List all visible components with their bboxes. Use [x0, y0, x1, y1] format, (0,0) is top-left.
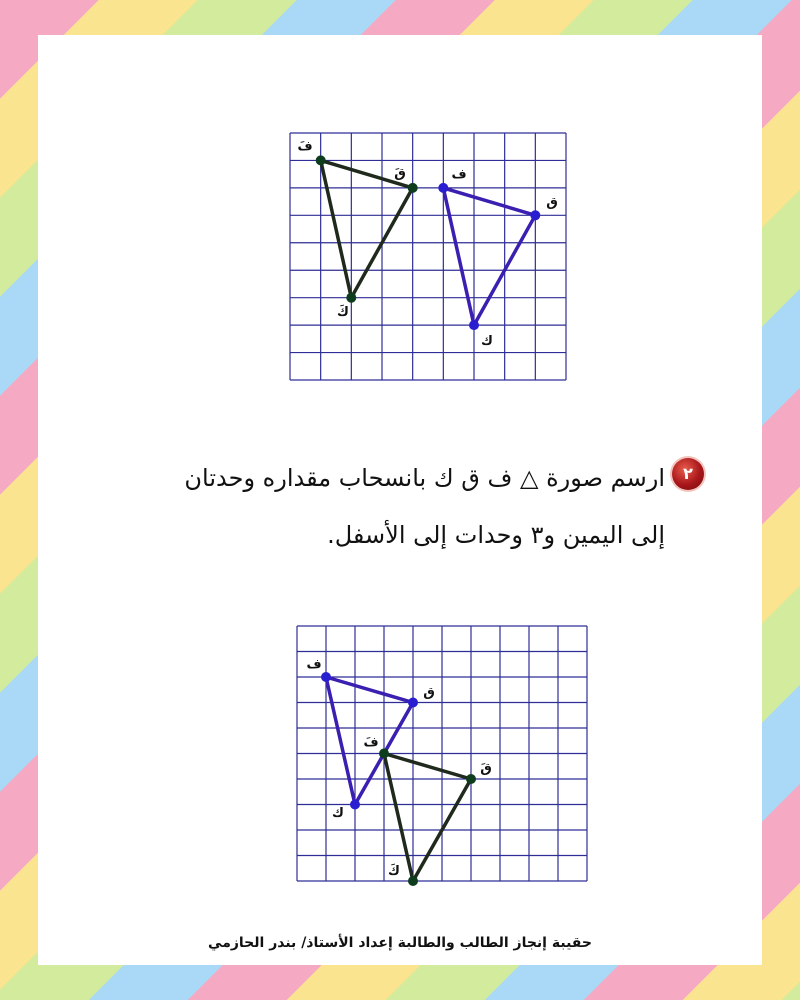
bottom-vertex-dot-q [408, 698, 418, 708]
bottom-vertex-dot-f-prime [379, 749, 389, 759]
top-vertex-label-k-prime: كَ [337, 305, 349, 320]
top-grid [290, 133, 566, 380]
footer-credit: حقيبة إنجاز الطالب والطالبة إعداد الأستاذ/ بندر الحازمي [208, 935, 592, 951]
top-vertex-dot-k-prime [346, 293, 356, 303]
top-vertex-label-k: ك [481, 334, 493, 349]
top-vertex-dot-k [469, 320, 479, 330]
bottom-vertex-label-f: ف [306, 657, 322, 672]
bottom-vertex-dot-k-prime [408, 876, 418, 886]
top-vertex-dot-f-prime [316, 155, 326, 165]
bottom-image-triangle [384, 754, 471, 882]
top-vertex-label-q: ق [546, 195, 558, 210]
bottom-translation-diagram [297, 626, 587, 886]
bottom-vertex-label-q: ق [423, 685, 435, 700]
bottom-vertex-label-k-prime: كَ [388, 864, 400, 879]
bottom-vertex-label-k: ك [332, 806, 344, 821]
bottom-vertex-dot-k [350, 800, 360, 810]
question-number-badge: ٢ [672, 458, 704, 490]
bottom-vertex-dot-q-prime [466, 774, 476, 784]
question-text-line-2: إلى اليمين و٣ وحدات إلى الأسفل. [327, 521, 665, 549]
top-translation-diagram [290, 133, 566, 380]
top-vertex-dot-q-prime [408, 183, 418, 193]
bottom-vertex-label-q-prime: قَ [480, 761, 492, 776]
top-vertex-dot-f [438, 183, 448, 193]
top-vertex-label-f-prime: فَ [297, 139, 313, 154]
top-vertex-label-f: ف [451, 167, 467, 182]
top-vertex-label-q-prime: قَ [394, 166, 406, 181]
question-text-line-1: ارسم صورة △ ف ق ك بانسحاب مقداره وحدتان [184, 464, 665, 492]
bottom-vertex-dot-f [321, 672, 331, 682]
top-original-triangle [443, 188, 535, 325]
bottom-vertex-label-f-prime: فَ [363, 735, 379, 750]
top-vertex-dot-q [530, 210, 540, 220]
bottom-grid [297, 626, 587, 881]
